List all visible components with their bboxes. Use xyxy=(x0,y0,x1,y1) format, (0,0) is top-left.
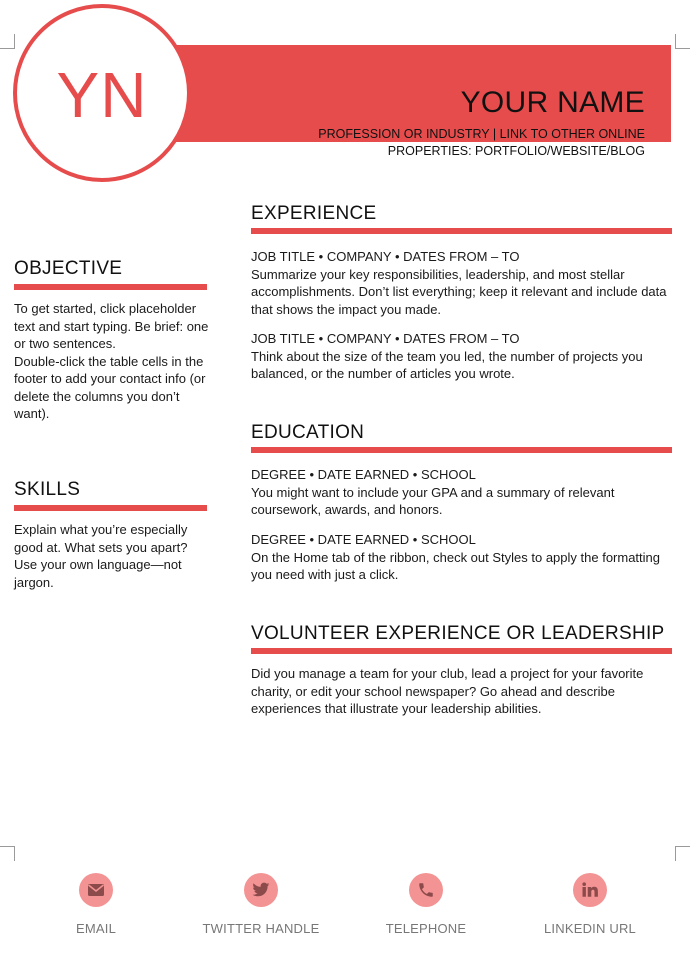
footer-linkedin[interactable] xyxy=(510,873,670,936)
experience-entry-head[interactable]: JOB TITLE • COMPANY • DATES FROM – TO xyxy=(251,331,520,346)
education-rule xyxy=(251,447,672,453)
linkedin-label: LINKEDIN URL xyxy=(544,921,636,936)
full-name[interactable]: YOUR NAME xyxy=(460,86,645,119)
skills-heading[interactable]: SKILLS xyxy=(14,479,81,500)
email-icon xyxy=(79,873,113,907)
experience-rule xyxy=(251,228,672,234)
objective-rule xyxy=(14,284,207,290)
experience-entry xyxy=(251,248,676,318)
volunteer-rule xyxy=(251,648,672,654)
education-entry-body[interactable]: You might want to include your GPA and a summary of relevant coursework, awards, and honors. xyxy=(251,484,615,517)
monogram-circle xyxy=(13,4,191,182)
footer-twitter[interactable] xyxy=(181,873,341,936)
crop-mark-top-right xyxy=(675,34,690,49)
experience-entry-body[interactable]: Summarize your key responsibilities, leadership, and most stellar accomplishments. Don’t list everything; keep it relevant and include data that shows the impact you made. xyxy=(251,266,667,317)
volunteer-text[interactable]: Did you manage a team for your club, lead a project for your favorite charity, or edit your school newspaper? Go ahead and describe experiences that illustrate your leadership abilities. xyxy=(251,666,644,716)
footer-email[interactable] xyxy=(16,873,176,936)
objective-text[interactable]: To get started, click placeholder text and start typing. Be brief: one or two sentences. Double-click the table cells in the footer to add your contact info (or delete the columns you don’t want). xyxy=(14,301,209,421)
telephone-icon xyxy=(409,873,443,907)
objective-heading[interactable]: OBJECTIVE xyxy=(14,258,123,279)
education-entry-head[interactable]: DEGREE • DATE EARNED • SCHOOL xyxy=(251,532,476,547)
education-entry xyxy=(251,531,676,584)
education-entry xyxy=(251,466,676,519)
experience-entry-body[interactable]: Think about the size of the team you led, the number of projects you balanced, or the number of articles you wrote. xyxy=(251,348,643,381)
twitter-label: TWITTER HANDLE xyxy=(202,921,320,936)
education-heading[interactable]: EDUCATION xyxy=(251,422,365,443)
volunteer-heading[interactable]: VOLUNTEER EXPERIENCE OR LEADERSHIP xyxy=(251,623,665,644)
twitter-icon xyxy=(244,873,278,907)
experience-entry-head[interactable]: JOB TITLE • COMPANY • DATES FROM – TO xyxy=(251,249,520,264)
education-entry-head[interactable]: DEGREE • DATE EARNED • SCHOOL xyxy=(251,467,476,482)
education-entry-body[interactable]: On the Home tab of the ribbon, check out Styles to apply the formatting you need with just a click. xyxy=(251,549,661,582)
crop-mark-bottom-right xyxy=(675,846,690,861)
linkedin-icon xyxy=(573,873,607,907)
crop-mark-top-left xyxy=(0,34,15,49)
monogram-initials[interactable]: YN xyxy=(56,59,148,131)
telephone-label: TELEPHONE xyxy=(385,921,467,936)
experience-entry xyxy=(251,330,676,383)
profession-tagline[interactable]: PROFESSION OR INDUSTRY | LINK TO OTHER ONLINE PROPERTIES: PORTFOLIO/WEBSITE/BLOG xyxy=(318,127,645,158)
skills-text[interactable]: Explain what you’re especially good at. What sets you apart? Use your own language—not jargon. xyxy=(14,522,188,590)
skills-rule xyxy=(14,505,207,511)
crop-mark-bottom-left xyxy=(0,846,15,861)
footer-telephone[interactable] xyxy=(346,873,506,936)
experience-heading[interactable]: EXPERIENCE xyxy=(251,203,377,224)
email-label: EMAIL xyxy=(75,921,116,936)
